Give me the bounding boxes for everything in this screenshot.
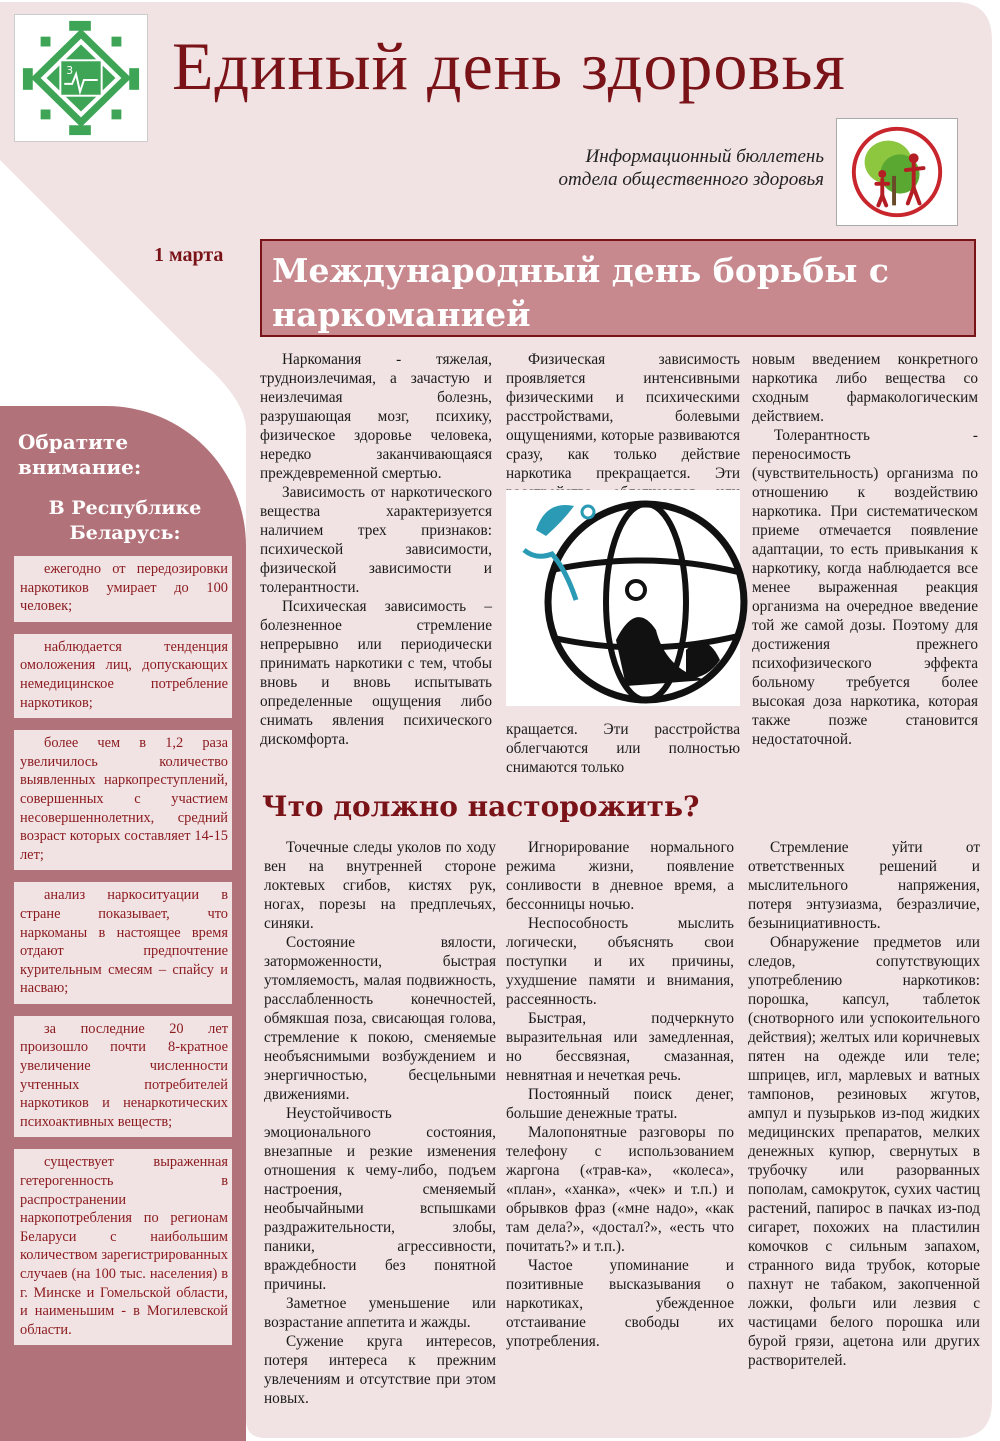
article2-column-1 bbox=[264, 838, 496, 1408]
subtitle-line-1: Информационный бюллетень bbox=[585, 146, 824, 167]
article2-column-2 bbox=[506, 838, 734, 1351]
sidebar-heading bbox=[18, 430, 141, 480]
sidebar-attention bbox=[0, 406, 246, 1441]
section-title-warning-signs: Что должно насторожить? bbox=[262, 790, 700, 823]
article1-column-1 bbox=[260, 350, 492, 749]
light-strip bbox=[0, 2, 150, 14]
sidebar-subheading-line-2: Беларусь: bbox=[69, 522, 181, 544]
logo-ornament-icon bbox=[15, 15, 147, 141]
article2-column-3 bbox=[748, 838, 980, 1370]
sidebar-fact: более чем в 1,2 раза увеличилось количество выявленных наркопреступлений, совершенных с участием несовершеннолетних, средний возраст которых составляет 14-15 лет; bbox=[14, 730, 232, 870]
sidebar-fact: за последние 20 лет произошло почти 8-кратное увеличение численности учтенных потребителей наркотиков и ненаркотических психоактивных веществ; bbox=[14, 1016, 232, 1138]
warning-sign-paragraph: Постоянный поиск денег, большие денежные траты. bbox=[506, 1086, 734, 1122]
warning-sign-paragraph: Точечные следы уколов по ходу вен на внутренней стороне локтевых сгибов, кистях рук, ногах, порезы на предплечьях, синяки. bbox=[264, 839, 496, 932]
sidebar-subheading bbox=[20, 496, 230, 546]
article1-paragraph: Толерантность - переносимость (чувствительность) организма по отношению к воздействию наркотика. При систематическом приеме отмечается появление адаптации, то есть привыкания к наркотику, когда наблюдается все менее выраженная реакция организма на очередное введение той же самой дозы. Поэтому для достижения прежнего психофизического эффекта больному требуется более высокая доза наркотика, которая также позже становится недостаточной. bbox=[752, 427, 978, 748]
article1-paragraph: Зависимость от наркотического вещества характеризуется наличием трех признаков: психической зависимости, физической зависимости и толерантности. bbox=[260, 484, 492, 596]
page-title: Единый день здоровья bbox=[172, 28, 846, 104]
article1-column-3 bbox=[752, 350, 978, 749]
sidebar-heading-line-1: Обратите bbox=[18, 430, 129, 454]
public-health-emblem bbox=[836, 118, 958, 226]
logo-number: 3 bbox=[66, 64, 74, 78]
warning-sign-paragraph: Быстрая, подчеркнуто выразительная или замедленная, но бессвязная, смазанная, невнятная и нечеткая речь. bbox=[506, 1010, 734, 1084]
warning-sign-paragraph: Обнаружение предметов или следов, сопутствующих употреблению наркотиков: порошка, капсул, таблеток (снотворного или успокоительного действия); желтых или коричневых пятен на одежде или теле; шприцев, игл, марлевых и ватных тампонов, резиновых жгутов, ампул и пузырьков из-под жидких медицинских препаратов, мелких денежных купюр, свернутых в трубочку или разорванных пополам, самокруток, сухих частиц растений, папирос в пачках из-под сигарет, похожих на пластилин комочков с сильным запахом, странного вида трубок, которые пахнут не табаком, закопченной ложки, фольги или лезвия с частицами белого порошка или бурой грязи, ацетона или других растворителей. bbox=[748, 934, 980, 1369]
warning-sign-paragraph: Состояние вялости, заторможенности, быстрая утомляемость, малая подвижность, расслабленность конечностей, обмякшая поза, свисающая голова, стремление к покою, сменяемые необъяснимыми возбуждением и энергичностью, бесцельными движениями. bbox=[264, 934, 496, 1103]
article1-paragraph: Физическая зависимость проявляется интенсивными физическими и психическими расстройствами, болевыми ощущениями, которые развиваются сразу, как только действие наркотика прекращается. Эти bbox=[506, 351, 740, 482]
warning-sign-paragraph: Малопонятные разговоры по телефону с использованием жаргона («трав-ка», «колеса», «план», «ханка», «чек» и т.п.) и обрывков фраз («мне надо», «как там дела?», «достал?», «есть что почитать?» и т.п.). bbox=[506, 1124, 734, 1255]
article1-paragraph: новым введением конкретного наркотика либо вещества со сходным фармакологическим действием. bbox=[752, 351, 978, 425]
sidebar-subheading-line-1: В Республике bbox=[48, 497, 202, 519]
article1-paragraph: Психическая зависимость – болезненное стремление непрерывно или периодически принимать наркотики с тем, чтобы вновь и вновь испытывать определенные ощущения либо снимать явления психического дискомфорта. bbox=[260, 598, 492, 748]
event-date: 1 марта bbox=[154, 244, 224, 266]
article1-column-2-top bbox=[506, 350, 740, 480]
sidebar-fact: существует выраженная гетерогенность в распространении наркопотребления по регионам Беларуси с наибольшим количеством зарегистрированных случаев (на 100 тыс. населения) в г. Минске и Гомельской области, и наименьшим - в Могилевской области. bbox=[14, 1149, 232, 1345]
sidebar-fact: анализ наркоситуации в стране показывает, что наркоманы в настоящее время отдают предпочтение курительным смесям – спайсу и насваю; bbox=[14, 882, 232, 1004]
warning-sign-paragraph: Сужение круга интересов, потеря интереса к прежним увлечениям и отсутствие при этом новых. bbox=[264, 1333, 496, 1407]
sidebar-heading-line-2: внимание: bbox=[18, 455, 142, 479]
family-emblem-icon bbox=[837, 119, 957, 225]
sidebar-fact: ежегодно от передозировки наркотиков умирает до 100 человек; bbox=[14, 556, 232, 622]
subtitle-line-2: отдела общественного здоровья bbox=[558, 169, 824, 190]
sidebar-fact: наблюдается тенденция омоложения лиц, допускающих немедицинское потребление наркотиков; bbox=[14, 634, 232, 718]
warning-sign-paragraph: Стремление уйти от ответственных решений и мыслительного напряжения, потеря энтузиазма, безразличие, безынициативность. bbox=[748, 839, 980, 932]
warning-sign-paragraph: Неустойчивость эмоционального состояния, внезапные и резкие изменения отношения к чему-либо, подъем настроения, сменяемый необычайными вспышками раздражительности, злобы, паники, агрессивности, враждебности без понятной причины. bbox=[264, 1105, 496, 1293]
article1-paragraph: Наркомания - тяжелая, трудноизлечимая, а зачастую и неизлечимая болезнь, разрушающая мозг, психику, физическое здоровье человека, нередко заканчивающаяся преждевременной смертью. bbox=[260, 351, 492, 482]
warning-sign-paragraph: Неспособность мыслить логически, объяснять свои поступки и их причины, ухудшение памяти и внимания, рассеянность. bbox=[506, 915, 734, 1008]
sidebar-fact-list bbox=[14, 556, 232, 1357]
warning-sign-paragraph: Игнорирование нормального режима жизни, появление сонливости в дневное время, а бессонницы ночью. bbox=[506, 839, 734, 913]
health-day-logo bbox=[14, 14, 148, 142]
article1-column-2-bottom bbox=[506, 720, 740, 777]
globe-illustration bbox=[506, 490, 740, 706]
warning-sign-paragraph: Частое упоминание и позитивные высказывания о наркотиках, убежденное отстаивание свободы их употребления. bbox=[506, 1257, 734, 1350]
warning-sign-paragraph: Заметное уменьшение или возрастание аппетита и жажды. bbox=[264, 1295, 496, 1331]
headline-banner: Международный день борьбы с наркоманией bbox=[260, 239, 976, 337]
article1-continuation: кращается. Эти расстройства облегчаются или полностью снимаются только bbox=[506, 721, 740, 776]
globe-figures-icon bbox=[506, 490, 740, 706]
bulletin-subtitle bbox=[559, 145, 824, 191]
